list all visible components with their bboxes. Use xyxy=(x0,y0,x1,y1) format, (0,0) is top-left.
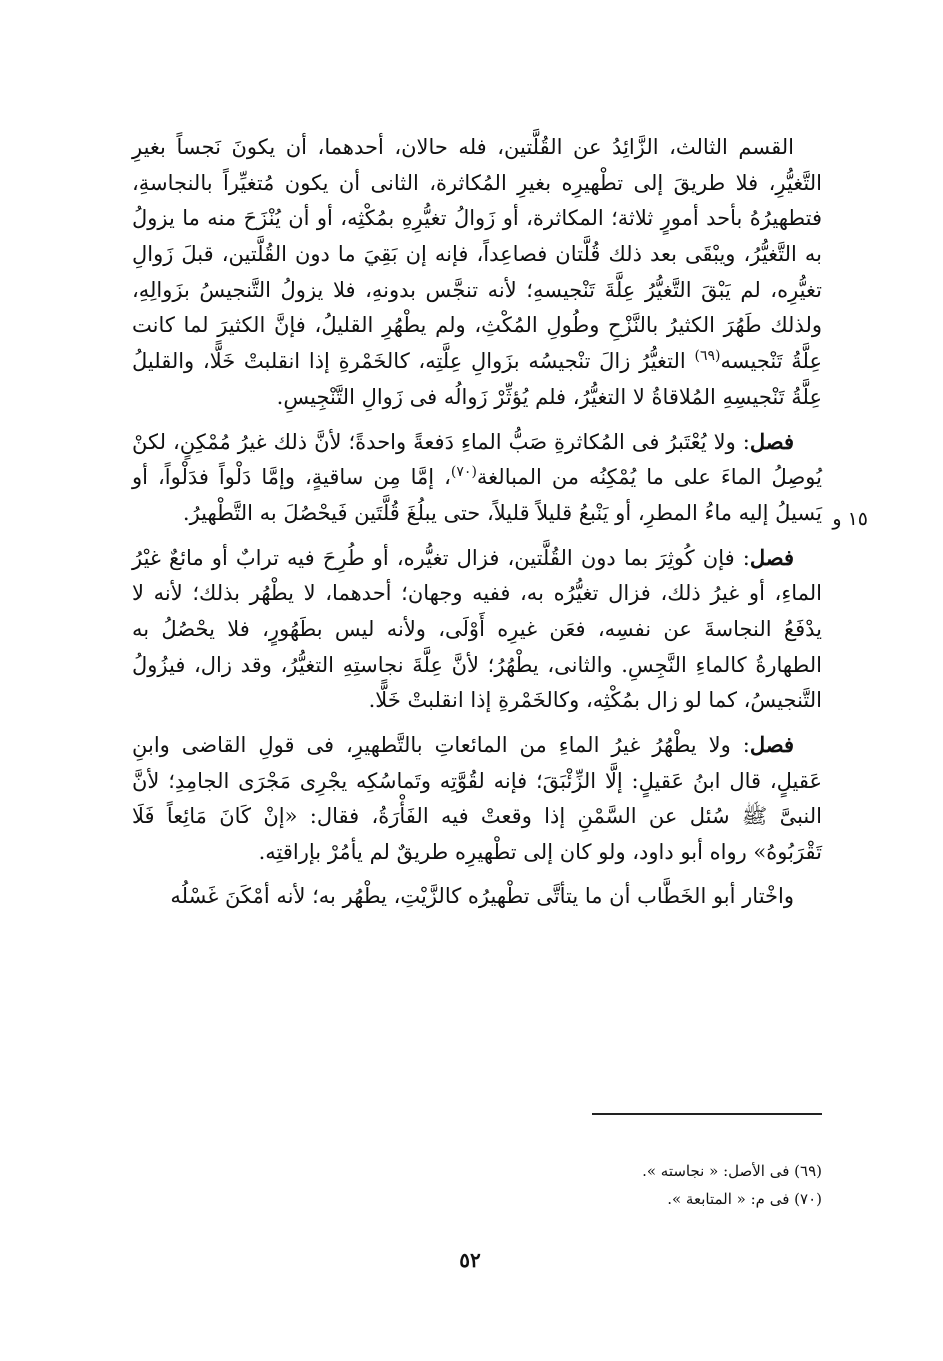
manuscript-folio-marker: ١٥ و xyxy=(832,508,868,530)
footnote-70: (٧٠) فى م: « المتابعة ». xyxy=(667,1189,822,1208)
footnote-ref-69: (٦٩) xyxy=(694,348,721,365)
paragraph-5 xyxy=(132,879,822,915)
footnote-69: (٦٩) فى الأصل: « نجاسته ». xyxy=(642,1162,822,1180)
footnote-separator xyxy=(592,1113,822,1115)
section-heading-fasl-3: فصل xyxy=(749,732,794,757)
page-number: ٥٢ xyxy=(459,1248,481,1272)
paragraph-5-text: واخْتار أبو الخَطَّاب أن ما يتأتَّى تطْهيرُه كالزَّيْتِ، يطْهُر به؛ لأنه أمْكَنَ غَسْلُه xyxy=(170,883,794,908)
paragraph-2 xyxy=(132,424,822,532)
main-text-block xyxy=(132,130,822,914)
paragraph-2-text: : ولا يُعْتَبرُ فى المُكاثرةِ صَبُّ الماءِ دَفعةً واحدةً؛ لأنَّ ذلك غيرُ مُمْكِنٍ، لكنْ يُوصِلُ الماءَ على ما يُمْكِنُه من المبالغة xyxy=(132,429,822,490)
paragraph-1 xyxy=(132,130,822,416)
paragraph-4-text: : ولا يطْهُرُ غيرُ الماءِ من المائعاتِ بالتَّطهيرِ، فى قولِ القاضى وابنِ عَقيلٍ، قال ابنُ عَقيلٍ: إلَّا الزِّئْبَقَ؛ فإنه لقُوَّتِه وتَماسُكِه يجْرِى مَجْرَى الجامِدِ؛ لأنَّ النبىَّ ﷺ سُئل عن السَّمْنِ إذا وقعتْ فيه الفَأْرَةُ، فقال: «إنْ كَانَ مَائِعاً فَلَا تَقْرَبُوهُ» رواه أبو داود، ولو كان إلى تطْهيرِه طريقٌ لم يأمُرْ بإراقتِه. xyxy=(132,733,822,865)
paragraph-1-text: القسم الثالث، الزَّائِدُ عن القُلَّتين، فله حالان، أحدهما، أن يكونَ نَجساً بغيرِ التَّغيُّرِ، فلا طريقَ إلى تطْهيرِه بغيرِ المُكاثرة، الثانى أن يكون مُتغيِّراً بالنجاسةِ، فتطهيرُهُ بأحد أمورٍ ثلاثة؛ المكاثرة، أو زَوالُ تغيُّرِهِ بمُكْثِه، أو أن يُنْزَحَ منه ما يزولُ به التَّغيُّرُ، ويبْقَى بعد ذلك قُلَّتان فصاعِداً، فإنه إن بَقِيَ ما دون القُلَّتين، قبلَ زَوالِ تغيُّرِه، لم يَبْقَ التَّغيُّرُ عِلَّةَ تَنْجيسهِ؛ لأنه تنجَّس بدونهِ، فلا يزولُ التَّنجيسُ بزَوالِهِ، ولذلك طَهُرَ الكثيرُ بالنَّزْحِ وطُولِ المُكْثِ، ولم يطْهُرِ القليلُ، فإنَّ الكثيرَ لما كانت عِلَّةُ تَنْجيسه xyxy=(132,135,823,374)
footnote-ref-70: (٧٠) xyxy=(450,464,477,481)
section-heading-fasl-1: فصل xyxy=(749,428,794,454)
paragraph-2-text-cont: ، إمَّا مِن ساقيةٍ، وإمَّا دَلْواً فدَلْواً، أو يَسيلُ إليه ماءُ المطرِ، أو يَنْبعُ قليلاً قليلاً، حتى يبلُغَ قُلَّتَين فَيحْصُلَ به التَّطْهيرُ. xyxy=(132,465,822,525)
paragraph-4 xyxy=(132,727,822,871)
section-heading-fasl-2: فصل xyxy=(749,544,794,570)
paragraph-3-text: : فإن كُوثِرَ بما دون القُلَّتين، فزال تغيُّره، أو طُرِحَ فيه ترابٌ أو مائعٌ غيْرُ الماءِ، أو غيرُ ذلك، فزال تغيُّرُه به، ففيه وجهان؛ أحدهما، لا يطْهُر بذلك؛ لأنه لا يدْفَعُ النجاسةَ عن نفسِه، فعَن غيرِه أَوْلَى، ولأنه ليس بطَهُورٍ، فلا يحْصُلُ به الطهارةُ كالماءِ النَّجِسِ. والثانى، يطْهُرُ؛ لأنَّ عِلَّةَ نجاستِهِ التغيُّرُ، وقد زال، فيزُولُ التَّنجيسُ، كما لو زال بمُكْثِه، وكالخَمْرةِ إذا انقلبتْ خَلًّا. xyxy=(132,545,822,713)
footnotes xyxy=(460,1158,822,1214)
paragraph-3 xyxy=(132,540,822,719)
paragraph-1-text-cont: التغيُّرُ زالَ تنْجيسُه بزَوالِ عِلَّتِه، كالخَمْرةِ إذا انقلبتْ خَلًّا، والقليلُ عِلَّةُ تَنْجيسِهِ المُلاقاةُ لا التغيُّرُ، فلم يُؤثِّرْ زَوالُه فى زَوالِ التَّنْجِيسِ. xyxy=(132,349,822,409)
